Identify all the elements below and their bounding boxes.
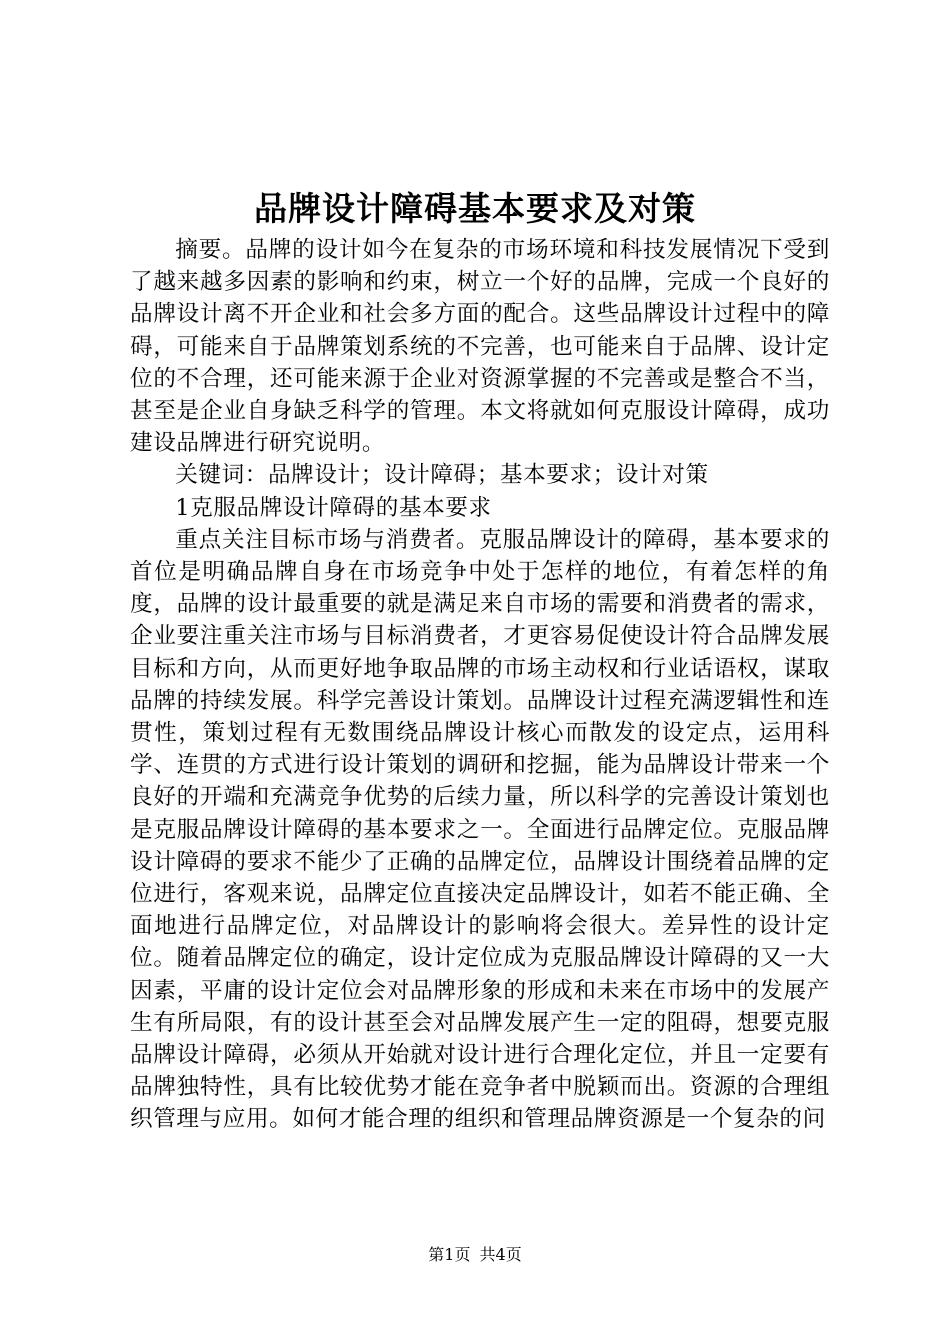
- page-total: 共4页: [479, 1245, 522, 1264]
- page-number: 第1页: [428, 1245, 471, 1264]
- document-body: [130, 234, 830, 1136]
- page-footer: [0, 1244, 950, 1266]
- keywords-paragraph: 关键词：品牌设计；设计障碍；基本要求；设计对策: [175, 462, 709, 489]
- document-title: 品牌设计障碍基本要求及对策: [254, 189, 696, 228]
- body-paragraph: 重点关注目标市场与消费者。克服品牌设计的障碍，基本要求的首位是明确品牌自身在市场竞争中处于怎样的地位，有着怎样的角度，品牌的设计最重要的就是满足来自市场的需要和消费者的需求，企业要注重关注市场与目标消费者，才更容易促使设计符合品牌发展目标和方向，从而更好地争取品牌的市场主动权和行业话语权，谋取品牌的持续发展。科学完善设计策划。品牌设计过程充满逻辑性和连贯性，策划过程有无数围绕品牌设计核心而散发的设定点，运用科学、连贯的方式进行设计策划的调研和挖掘，能为品牌设计带来一个良好的开端和充满竞争优势的后续力量，所以科学的完善设计策划也是克服品牌设计障碍的基本要求之一。全面进行品牌定位。克服品牌设计障碍的要求不能少了正确的品牌定位，品牌设计围绕着品牌的定位进行，客观来说，品牌定位直接决定品牌设计，如若不能正确、全面地进行品牌定位，对品牌设计的影响将会很大。差异性的设计定位。随着品牌定位的确定，设计定位成为克服品牌设计障碍的又一大因素，平庸的设计定位会对品牌形象的形成和未来在市场中的发展产生有所局限，有的设计甚至会对品牌发展产生一定的阻碍，想要克服品牌设计障碍，必须从开始就对设计进行合理化定位，并且一定要有品牌独特性，具有比较优势才能在竞争者中脱颖而出。资源的合理组织管理与应用。如何才能合理的组织和管理品牌资源是一个复杂的问: [130, 526, 830, 1133]
- section-heading: 1克服品牌设计障碍的基本要求: [175, 494, 492, 521]
- abstract-paragraph: 摘要。品牌的设计如今在复杂的市场环境和科技发展情况下受到了越来越多因素的影响和约束，树立一个好的品牌，完成一个良好的品牌设计离不开企业和社会多方面的配合。这些品牌设计过程中的障碍，可能来自于品牌策划系统的不完善，也可能来自于品牌、设计定位的不合理，还可能来源于企业对资源掌握的不完善或是整合不当，甚至是企业自身缺乏科学的管理。本文将就如何克服设计障碍，成功建设品牌进行研究说明。: [130, 237, 830, 457]
